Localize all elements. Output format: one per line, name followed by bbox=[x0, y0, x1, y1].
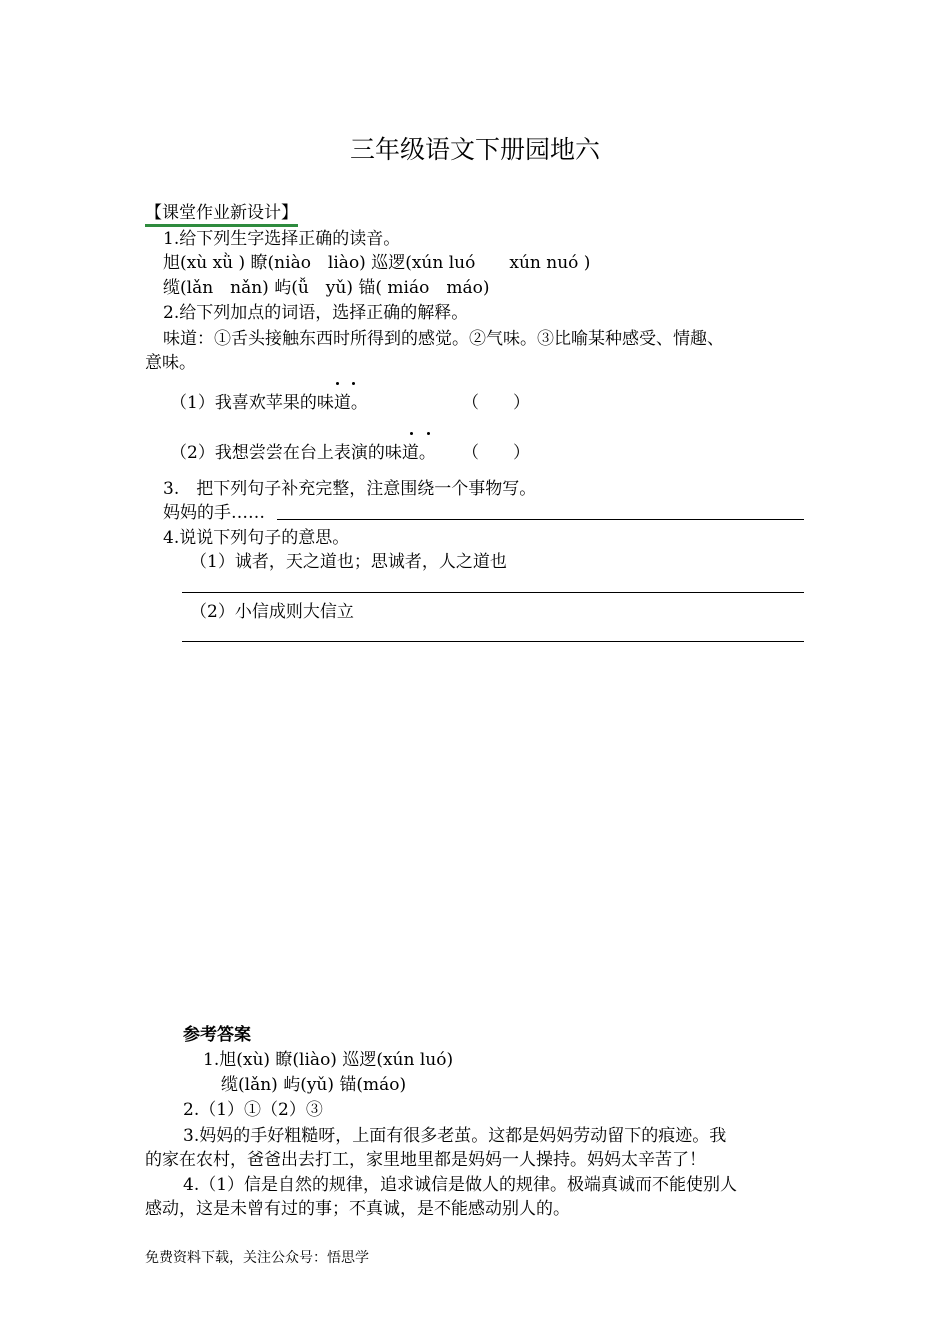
q1-pinyin-line-2: 缆(lǎn nǎn) 屿(ǚ yǔ) 锚( miáo máo) bbox=[163, 278, 490, 298]
q2-answer-blank-2: （ ） bbox=[462, 443, 530, 463]
page-title: 三年级语文下册园地六 bbox=[349, 135, 600, 164]
q2-sentence-1: （1）我喜欢苹果的味道。 bbox=[170, 393, 368, 413]
q2-sentence-2: （2）我想尝尝在台上表演的味道。 bbox=[170, 443, 436, 463]
q2-definition-line-2: 意味。 bbox=[145, 353, 196, 373]
q4-heading: 4.说说下列句子的意思。 bbox=[163, 528, 350, 548]
section-heading: 【课堂作业新设计】 bbox=[145, 202, 298, 227]
answer-4-line-2: 感动，这是未曾有过的事；不真诚，是不能感动别人的。 bbox=[145, 1199, 570, 1219]
q1-pinyin-line-1: 旭(xù xǜ ) 瞭(niào liào) 巡逻(xún luó xún nuó ) bbox=[163, 253, 591, 273]
emphasis-dot bbox=[352, 382, 355, 385]
q3-prompt: 妈妈的手…… bbox=[163, 503, 265, 523]
q3-heading: 3. 把下列句子补充完整，注意围绕一个事物写。 bbox=[163, 479, 537, 499]
answer-4-line-1: 4.（1）信是自然的规律，追求诚信是做人的规律。极端真诚而不能使别人 bbox=[183, 1175, 738, 1195]
answer-1-line-2: 缆(lǎn) 屿(yǔ) 锚(máo) bbox=[221, 1075, 407, 1095]
emphasis-dot bbox=[410, 432, 413, 435]
answer-3-line-2: 的家在农村，爸爸出去打工，家里地里都是妈妈一人操持。妈妈太辛苦了！ bbox=[145, 1150, 706, 1170]
q4-sentence-2: （2）小信成则大信立 bbox=[190, 602, 354, 622]
emphasis-dot bbox=[336, 382, 339, 385]
answer-2: 2.（1）①（2）③ bbox=[183, 1100, 323, 1120]
answer-3-line-1: 3.妈妈的手好粗糙呀，上面有很多老茧。这都是妈妈劳动留下的痕迹。我 bbox=[183, 1126, 727, 1146]
q3-answer-line[interactable] bbox=[277, 519, 804, 520]
q1-heading: 1.给下列生字选择正确的读音。 bbox=[163, 229, 401, 249]
q4-sentence-1: （1）诚者，天之道也；思诚者，人之道也 bbox=[190, 552, 507, 572]
q4-answer-line-2[interactable] bbox=[182, 641, 804, 642]
q2-heading: 2.给下列加点的词语，选择正确的解释。 bbox=[163, 303, 469, 323]
answers-heading: 参考答案 bbox=[183, 1025, 251, 1045]
answer-1-line-1: 1.旭(xù) 瞭(liào) 巡逻(xún luó) bbox=[203, 1050, 454, 1070]
footer-note: 免费资料下载，关注公众号：悟思学 bbox=[145, 1250, 369, 1266]
q2-answer-blank-1: （ ） bbox=[462, 393, 530, 413]
q4-answer-line-1[interactable] bbox=[182, 592, 804, 593]
emphasis-dot bbox=[427, 432, 430, 435]
q2-definition-line-1: 味道：①舌头接触东西时所得到的感觉。②气味。③比喻某种感受、情趣、 bbox=[163, 329, 724, 349]
